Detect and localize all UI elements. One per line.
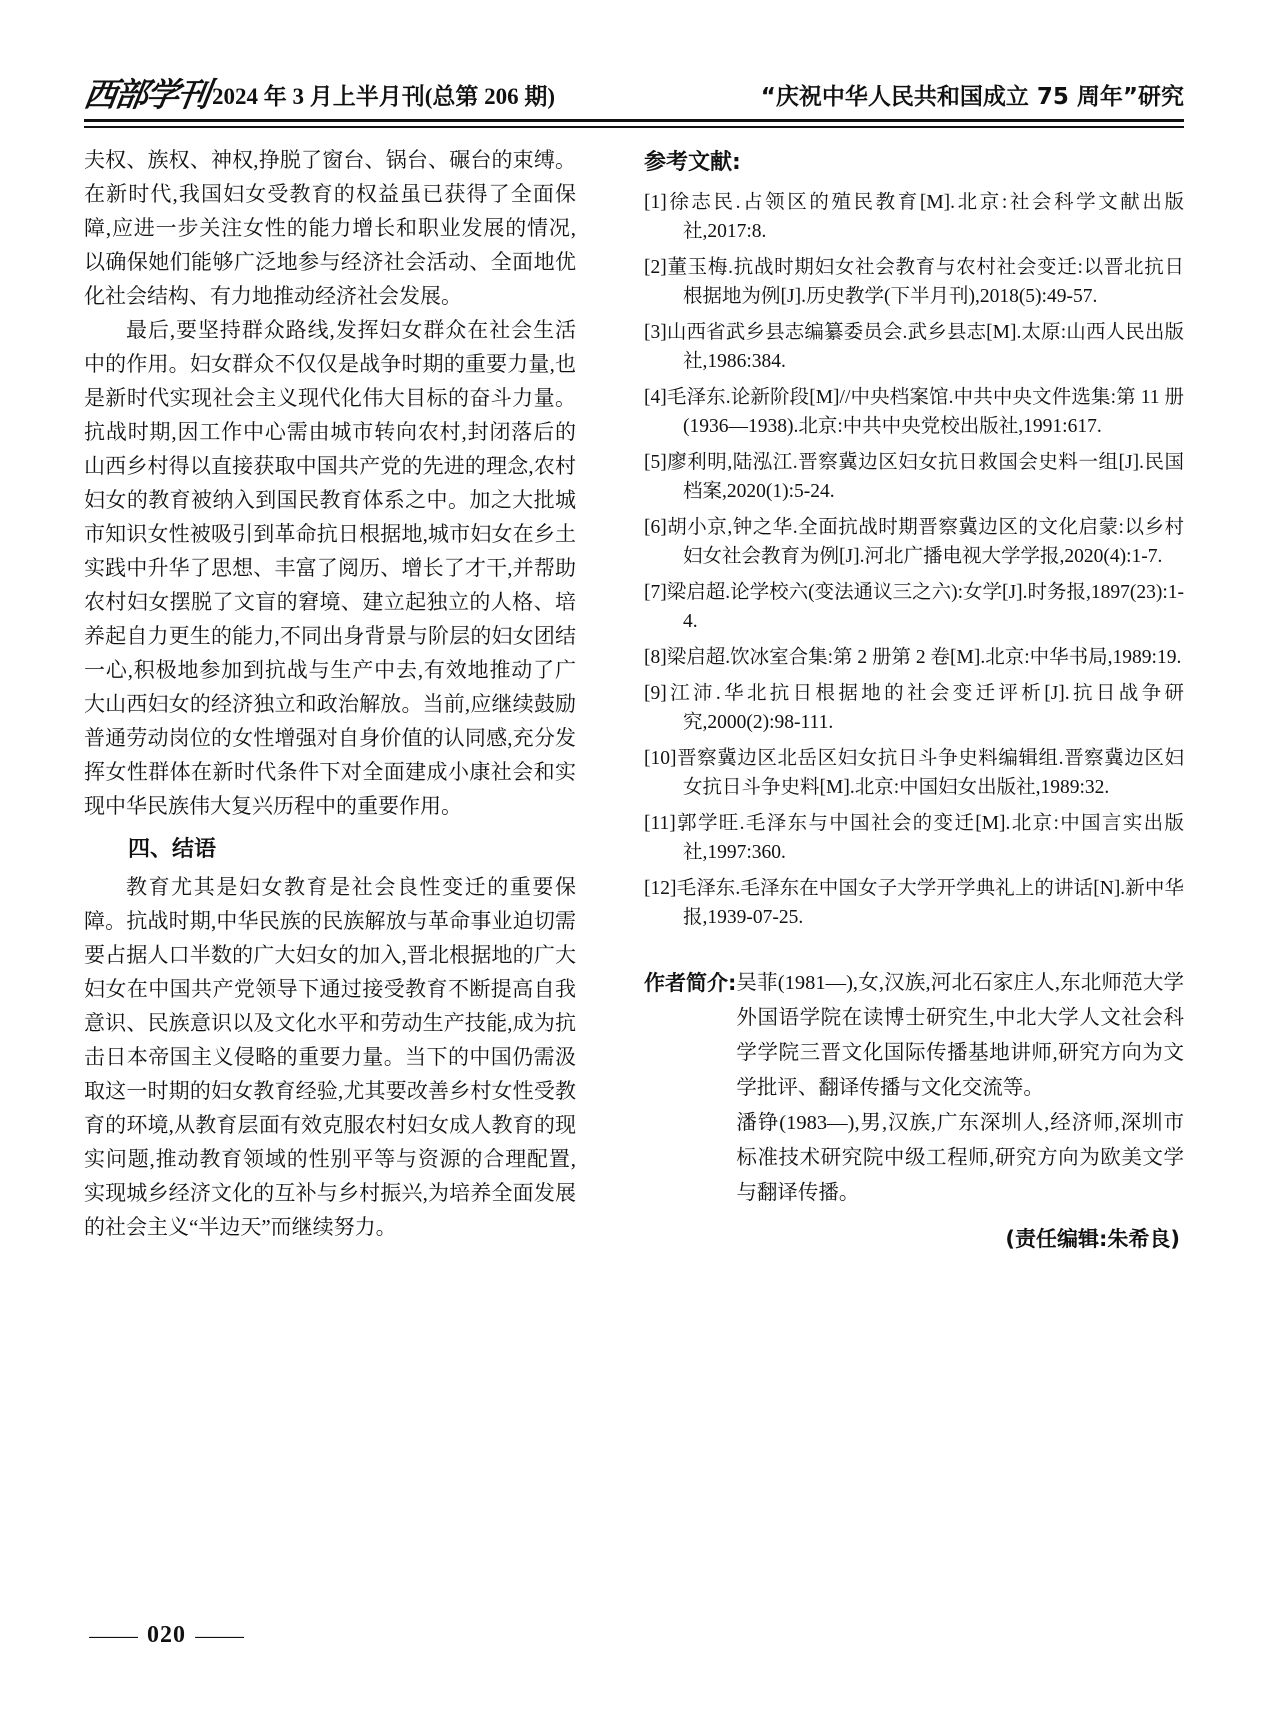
references-list [644,188,1184,932]
references-heading: 参考文献: [644,150,741,175]
author-bio-block [644,966,1184,1211]
footer-dash-left: — [89,1622,138,1648]
body-paragraph: 最后,要坚持群众路线,发挥妇女群众在社会生活中的作用。妇女群众不仅仅是战争时期的重要力量,也是新时代实现社会主义现代化伟大目标的奋斗力量。抗战时期,因工作中心需由城市转向农村,封闭落后的山西乡村得以直接获取中国共产党的先进的理念,农村妇女的教育被纳入到国民教育体系之中。加之大批城市知识女性被吸引到革命抗日根据地,城市妇女在乡土实践中升华了思想、丰富了阅历、增长了才干,并帮助农村妇女摆脱了文盲的窘境、建立起独立的人格、培养起自力更生的能力,不同出身背景与阶层的妇女团结一心,积极地参加到抗战与生产中去,有效地推动了广大山西妇女的经济独立和政治解放。当前,应继续鼓励普通劳动岗位的女性增强对自身价值的认同感,充分发挥女性群体在新时代条件下对全面建成小康社会和实现中华民族伟大复兴历程中的重要作用。 [84,318,576,818]
reference-item: [12]毛泽东.毛泽东在中国女子大学开学典礼上的讲话[N].新中华报,1939-07-25. [644,878,1184,928]
reference-item: [6]胡小京,钟之华.全面抗战时期晋察冀边区的文化启蒙:以乡村妇女社会教育为例[J].河北广播电视大学学报,2020(4):1-7. [644,517,1184,567]
author-bio-texts [736,966,1184,1211]
reference-item: [10]晋察冀边区北岳区妇女抗日斗争史料编辑组.晋察冀边区妇女抗日斗争史料[M].北京:中国妇女出版社,1989:32. [644,748,1184,798]
reference-item: [7]梁启超.论学校六(变法通议三之六):女学[J].时务报,1897(23):1-4. [644,582,1184,632]
page-footer [89,1622,244,1649]
right-column [644,143,1184,1253]
section-heading-conclusion: 四、结语 [128,837,217,862]
reference-item: [2]董玉梅.抗战时期妇女社会教育与农村社会变迁:以晋北抗日根据地为例[J].历史教学(下半月刊),2018(5):49-57. [644,257,1184,307]
issue-info: 2024 年 3 月上半月刊(总第 206 期) [212,84,556,109]
reference-item: [4]毛泽东.论新阶段[M]//中央档案馆.中共中央文件选集:第 11 册(1936—1938).北京:中共中央党校出版社,1991:617. [644,387,1184,437]
page-number: 020 [147,1622,186,1648]
author-bio: 潘铮(1983—),男,汉族,广东深圳人,经济师,深圳市标准技术研究院中级工程师,研究方向为欧美文学与翻译传播。 [736,1112,1184,1204]
two-column-body [84,143,1184,1253]
reference-item: [5]廖利明,陆泓江.晋察冀边区妇女抗日救国会史料一组[J].民国档案,2020(1):5-24. [644,452,1184,502]
reference-item: [11]郭学旺.毛泽东与中国社会的变迁[M].北京:中国言实出版社,1997:360. [644,813,1184,863]
body-paragraph: 夫权、族权、神权,挣脱了窗台、锅台、碾台的束缚。在新时代,我国妇女受教育的权益虽已获得了全面保障,应进一步关注女性的能力增长和职业发展的情况,以确保她们能够广泛地参与经济社会活动、全面地优化社会结构、有力地推动经济社会发展。 [84,148,576,308]
author-bio-label: 作者简介: [644,971,737,995]
page-header [81,75,1184,114]
reference-item: [9]江沛.华北抗日根据地的社会变迁评析[J].抗日战争研究,2000(2):98-111. [644,683,1184,733]
footer-dash-right: — [195,1622,244,1648]
reference-item: [3]山西省武乡县志编纂委员会.武乡县志[M].太原:山西人民出版社,1986:384. [644,322,1184,372]
reference-item: [8]梁启超.饮冰室合集:第 2 册第 2 卷[M].北京:中华书局,1989:19. [644,647,1182,668]
author-bio: 吴菲(1981—),女,汉族,河北石家庄人,东北师范大学外国语学院在读博士研究生,中北大学人文社会科学学院三晋文化国际传播基地讲师,研究方向为文学批评、翻译传播与文化交流等。 [736,972,1184,1099]
journal-logo: 西部学刊 [81,75,211,114]
header-left [81,75,556,114]
left-column [84,143,576,1253]
section-title: “庆祝中华人民共和国成立 75 周年”研究 [760,84,1184,110]
body-paragraph: 教育尤其是妇女教育是社会良性变迁的重要保障。抗战时期,中华民族的民族解放与革命事业迫切需要占据人口半数的广大妇女的加入,晋北根据地的广大妇女在中国共产党领导下通过接受教育不断提高自我意识、民族意识以及文化水平和劳动生产技能,成为抗击日本帝国主义侵略的重要力量。当下的中国仍需汲取这一时期的妇女教育经验,尤其要改善乡村女性受教育的环境,从教育层面有效克服农村妇女成人教育的现实问题,推动教育领域的性别平等与资源的合理配置,实现城乡经济文化的互补与乡村振兴,为培养全面发展的社会主义“半边天”而继续努力。 [84,875,576,1239]
page-content [81,75,1184,1253]
reference-item: [1]徐志民.占领区的殖民教育[M].北京:社会科学文献出版社,2017:8. [644,192,1184,242]
header-divider [84,119,1184,128]
editor-note: (责任编辑:朱希良) [1005,1227,1180,1251]
